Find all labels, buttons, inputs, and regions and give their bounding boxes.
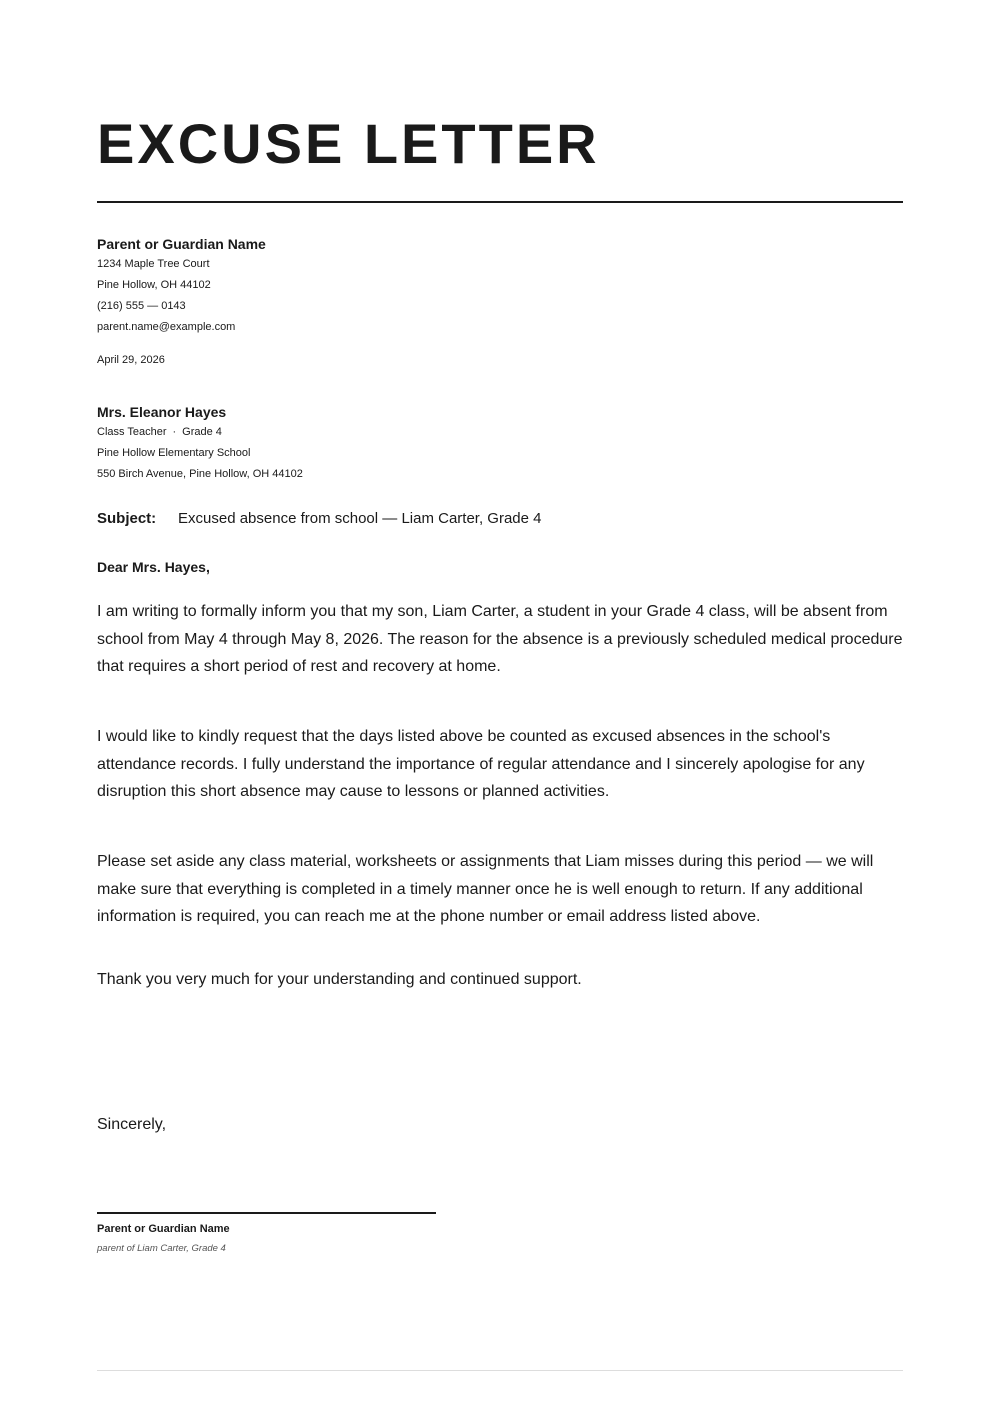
body-paragraph: I am writing to formally inform you that my son, Liam Carter, a student in your Grade 4 class, will be absent from school from May 4 through May 8, 2026. The reason for the absence is a previously scheduled medical procedure that requires a short period of rest and recovery at home.: [97, 603, 903, 675]
sender-address-line2: Pine Hollow, OH 44102: [97, 279, 211, 291]
closing: Sincerely,: [97, 1116, 167, 1133]
page-title: EXCUSE LETTER: [97, 112, 600, 175]
letter-date: April 29, 2026: [97, 354, 165, 366]
subject-label: Subject:: [97, 510, 157, 527]
subject-text: Excused absence from school — Liam Carter, Grade 4: [178, 510, 542, 527]
signature-line: [97, 1212, 436, 1214]
separator-dot: ·: [172, 426, 177, 438]
sender-block: [97, 235, 266, 338]
sender-address-line1: 1234 Maple Tree Court: [97, 258, 210, 270]
signature-name: Parent or Guardian Name: [97, 1223, 230, 1235]
subject-line: [97, 508, 542, 530]
sender-name: Parent or Guardian Name: [97, 236, 266, 252]
footer-divider: [97, 1370, 903, 1371]
sender-email: parent.name@example.com: [97, 321, 236, 333]
recipient-grade: Grade 4: [182, 426, 222, 438]
body-paragraph: Thank you very much for your understanding and continued support.: [97, 971, 582, 988]
recipient-name: Mrs. Eleanor Hayes: [97, 404, 227, 420]
signature-note: parent of Liam Carter, Grade 4: [97, 1243, 226, 1254]
recipient-address: 550 Birch Avenue, Pine Hollow, OH 44102: [97, 468, 303, 480]
salutation: Dear Mrs. Hayes,: [97, 559, 210, 575]
recipient-role-line: [97, 422, 303, 443]
sender-phone: (216) 555 — 0143: [97, 300, 186, 312]
recipient-block: [97, 403, 303, 485]
body-paragraph: Please set aside any class material, worksheets or assignments that Liam misses during this period — we will make sure that everything is completed in a timely manner once he is well enough to return. If any additional information is required, you can reach me at the phone number or email address listed above.: [97, 853, 874, 925]
title-divider: [97, 201, 903, 203]
letter-page: [97, 0, 903, 1415]
body-paragraph: I would like to kindly request that the days listed above be counted as excused absences in the school's attendance records. I fully understand the importance of regular attendance and I sincerely apologise for any disruption this short absence may cause to lessons or planned activities.: [97, 728, 865, 800]
recipient-school: Pine Hollow Elementary School: [97, 447, 251, 459]
recipient-role: Class Teacher: [97, 426, 167, 438]
